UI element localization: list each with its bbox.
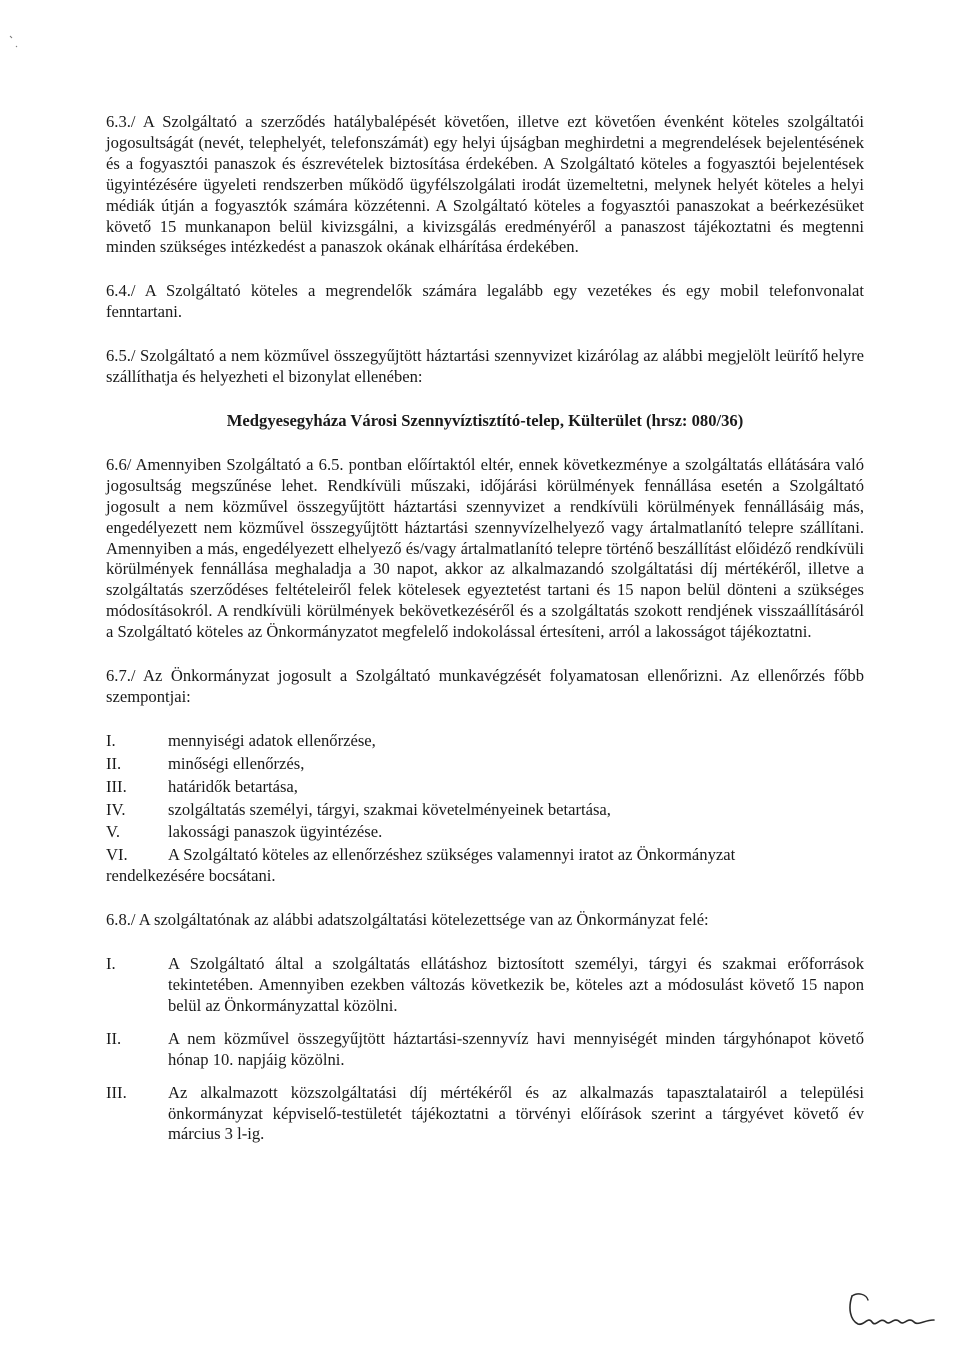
list-item-number: II. — [106, 1028, 122, 1048]
section-6-8: 6.8./ A szolgáltatónak az alábbi adatszolgáltatási kötelezettsége van az Önkormányzat felé: — [106, 910, 709, 930]
signature-mark — [842, 1286, 942, 1334]
list-item-text: A nem közművel összegyűjtött háztartási-szennyvíz havi mennyiségét minden tárgyhónapot követő hónap 10. napjáig közölni. — [168, 1028, 864, 1069]
list-item-number: III. — [106, 776, 127, 796]
section-6-6: 6.6/ Amennyiben Szolgáltató a 6.5. pontban előírtaktól eltér, ennek következménye a szolgáltatás ellátására való jogosultság megszűnése lehet. Rendkívüli műszaki, időjárási körülmények fennállása esetén a Szolgáltató jogosult a nem közművel összegyűjtött háztartási szennyvizet a rendkívüli körülmények fennállásáig más, engedélyezett nem közművel összegyűjtött háztartási szennyvízelhelyező vagy ártalmatlanító telepre szállítani. Amennyiben a más, engedélyezett elhelyező és/vagy ártalmatlanító telepre történő beszállítást előidéző rendkívüli körülmények fennállása meghaladja a 30 napot, akkor az alkalmazandó szolgáltatási díj mértékéről, illetve a szolgáltatás szerződéses feltételeiről felek kötelesek egyeztetést tartani és 15 napon belül dönteni a szükséges módosításokról. A rendkívüli körülmények bekövetkezéséről és a szolgáltatás szokott rendjének visszaállításáról a Szolgáltató köteles az Önkormányzatot megfelelő indokolással értesíteni, arról a lakosságot tájékoztatni. — [106, 454, 864, 642]
list-item-text: határidők betartása, — [168, 776, 298, 796]
list-item-text: szolgáltatás személyi, tárgyi, szakmai követelményeinek betartása, — [168, 799, 611, 819]
list-item — [106, 754, 864, 775]
list-item — [106, 954, 864, 1017]
list-item — [106, 777, 864, 798]
section-6-5: 6.5./ Szolgáltató a nem közművel összegyűjtött háztartási szennyvizet kizárólag az alábbi megjelölt leürítő helyre szállíthatja és helyezheti el bizonylat ellenében: — [106, 346, 864, 387]
list-item — [106, 800, 864, 821]
list-item — [106, 845, 864, 866]
list-item-text: A Szolgáltató által a szolgáltatás ellátáshoz biztosított személyi, tárgyi és szakmai erőforrások tekintetében. Amennyiben ezekben változás következik be, köteles azt a módosulást követő 15 napon belül az Önkormányzattal közölni. — [168, 954, 864, 1015]
list-item — [106, 1083, 864, 1146]
list-item-number: VI. — [106, 845, 128, 865]
section-6-5-site: Medgyesegyháza Városi Szennyvíztisztító-telep, Külterület (hrsz: 080/36) — [226, 410, 744, 430]
list-item-number: IV. — [106, 799, 126, 819]
list-item-number: I. — [106, 730, 116, 750]
list-item-text: A Szolgáltató köteles az ellenőrzéshez szükséges valamennyi iratot az Önkormányzat — [168, 845, 736, 865]
list-item-number: I. — [106, 954, 116, 974]
list-item-number: II. — [106, 753, 122, 773]
list-item-text: minőségi ellenőrzés, — [168, 753, 305, 773]
scan-speck-mark — [6, 30, 26, 50]
section-6-3: 6.3./ A Szolgáltató a szerződés hatálybalépését követően, illetve ezt követően évenként köteles szolgáltatói jogosultságát (nevét, telephelyét, telefonszámát) egy helyi újságban meghirdetni a megrendelések bejelentésének és a fogyasztói panaszok és észrevételek biztosítása érdekében. A Szolgáltató köteles a fogyasztói bejelentések ügyintézésére ügyeleti rendszerben működő ügyfélszolgálati irodát üzemeltetni, melynek helyét köteles a helyi médiák útján a fogyasztók számára közzétenni. A Szolgáltató köteles a fogyasztói panaszokat a beérkezésüket követő 15 munkanapon belül kivizsgálni, a kivizsgálás eredményéről a panaszost tájékoztatni és megtenni minden szükséges intézkedést a panaszok okának elhárítása érdekében. — [106, 112, 864, 257]
section-6-4: 6.4./ A Szolgáltató köteles a megrendelők számára legalább egy vezetékes és egy mobil telefonvonalat fenntartani. — [106, 281, 864, 322]
list-item — [106, 822, 864, 843]
section-6-7-tail: rendelkezésére bocsátani. — [106, 866, 276, 886]
list-item — [106, 731, 864, 752]
document-body — [106, 112, 864, 1145]
list-item-number: V. — [106, 822, 120, 842]
list-item-text: mennyiségi adatok ellenőrzése, — [168, 730, 376, 750]
list-item-text: lakossági panaszok ügyintézése. — [168, 822, 383, 842]
list-item — [106, 1029, 864, 1071]
section-6-7-list — [106, 731, 864, 866]
list-item-number: III. — [106, 1082, 127, 1102]
list-item-text: Az alkalmazott közszolgáltatási díj mértékéről és az alkalmazás tapasztalatairól a települési önkormányzat képviselő-testületét tájékoztatni a törvényi előírások szerint a tárgyévet követő év március 3 l-ig. — [168, 1082, 864, 1144]
section-6-7: 6.7./ Az Önkormányzat jogosult a Szolgáltató munkavégzését folyamatosan ellenőrizni. Az ellenőrzés főbb szempontjai: — [106, 666, 864, 706]
section-6-8-list — [106, 954, 864, 1145]
